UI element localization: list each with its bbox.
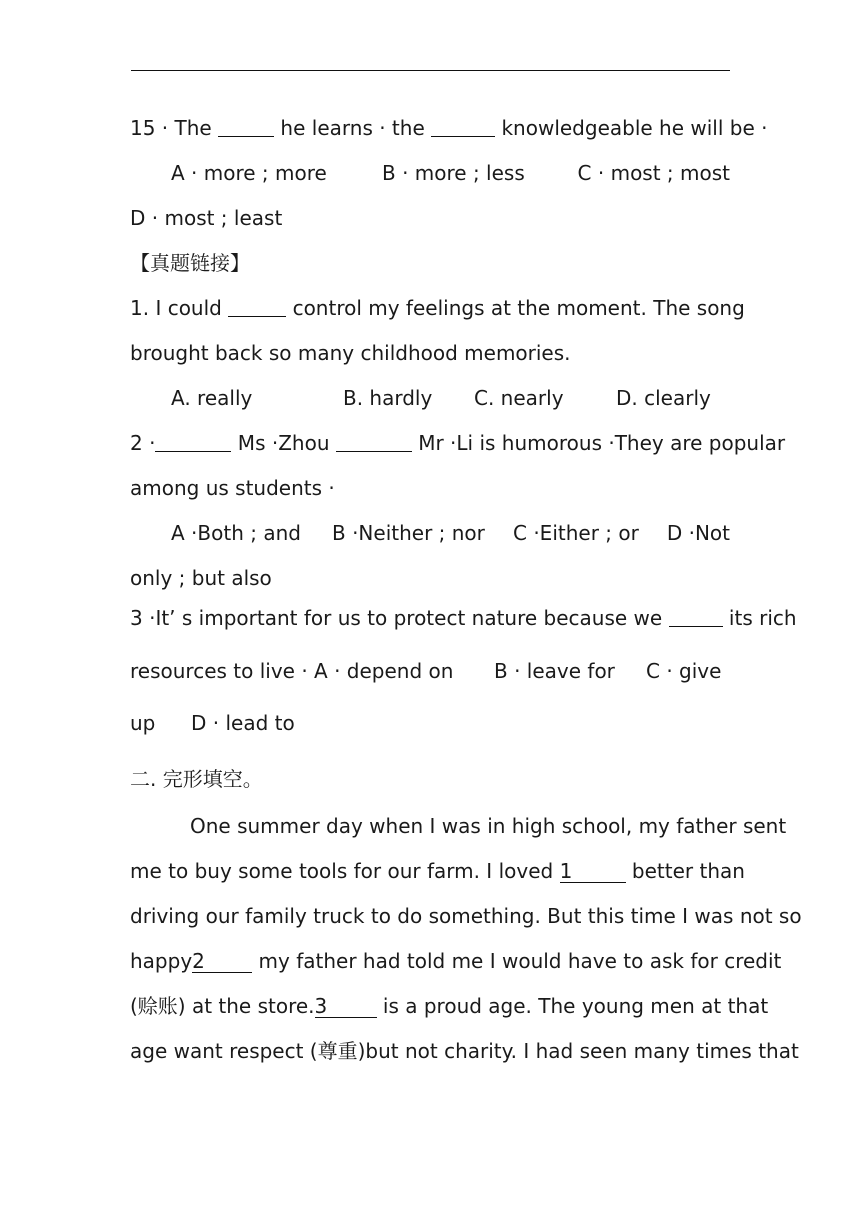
q15-stem: 15 · The he learns · the knowledgeable he will be · bbox=[130, 116, 768, 140]
q1-stem-line2: brought back so many childhood memories. bbox=[130, 341, 571, 365]
header-rule bbox=[131, 70, 730, 71]
answer-blank bbox=[218, 116, 274, 137]
answer-blank bbox=[155, 431, 231, 452]
q15-option-d: D · most ; least bbox=[130, 206, 283, 230]
q2-stem-line2: among us students · bbox=[130, 476, 335, 500]
answer-blank bbox=[228, 296, 286, 317]
q2-stem: 2 · Ms ·Zhou Mr ·Li is humorous ·They are popular bbox=[130, 431, 786, 455]
section-heading-real-exam: 【真题链接】 bbox=[130, 251, 250, 275]
cloze-blank-3: 3 bbox=[315, 995, 377, 1018]
q2-option-d-cont: only ; but also bbox=[130, 566, 272, 590]
cloze-line: me to buy some tools for our farm. I loved 1 better than bbox=[130, 859, 745, 883]
answer-blank bbox=[669, 606, 723, 627]
cloze-line: happy2 my father had told me I would have to ask for credit bbox=[130, 949, 782, 973]
cloze-line: One summer day when I was in high school, my father sent bbox=[190, 814, 787, 838]
cloze-line: (赊账) at the store.3 is a proud age. The young men at that bbox=[130, 994, 769, 1018]
cloze-blank-2: 2 bbox=[192, 950, 252, 973]
cloze-blank-1: 1 bbox=[560, 860, 626, 883]
answer-blank bbox=[336, 431, 412, 452]
q1-stem: 1. I could control my feelings at the moment. The song bbox=[130, 296, 745, 320]
answer-blank bbox=[431, 116, 495, 137]
q3-stem: 3 ·It’ s important for us to protect nature because we its rich bbox=[130, 606, 797, 630]
section-heading-cloze: 二. 完形填空。 bbox=[130, 767, 263, 791]
cloze-line: age want respect (尊重)but not charity. I had seen many times that bbox=[130, 1039, 799, 1063]
cloze-line: driving our family truck to do something. But this time I was not so bbox=[130, 904, 802, 928]
